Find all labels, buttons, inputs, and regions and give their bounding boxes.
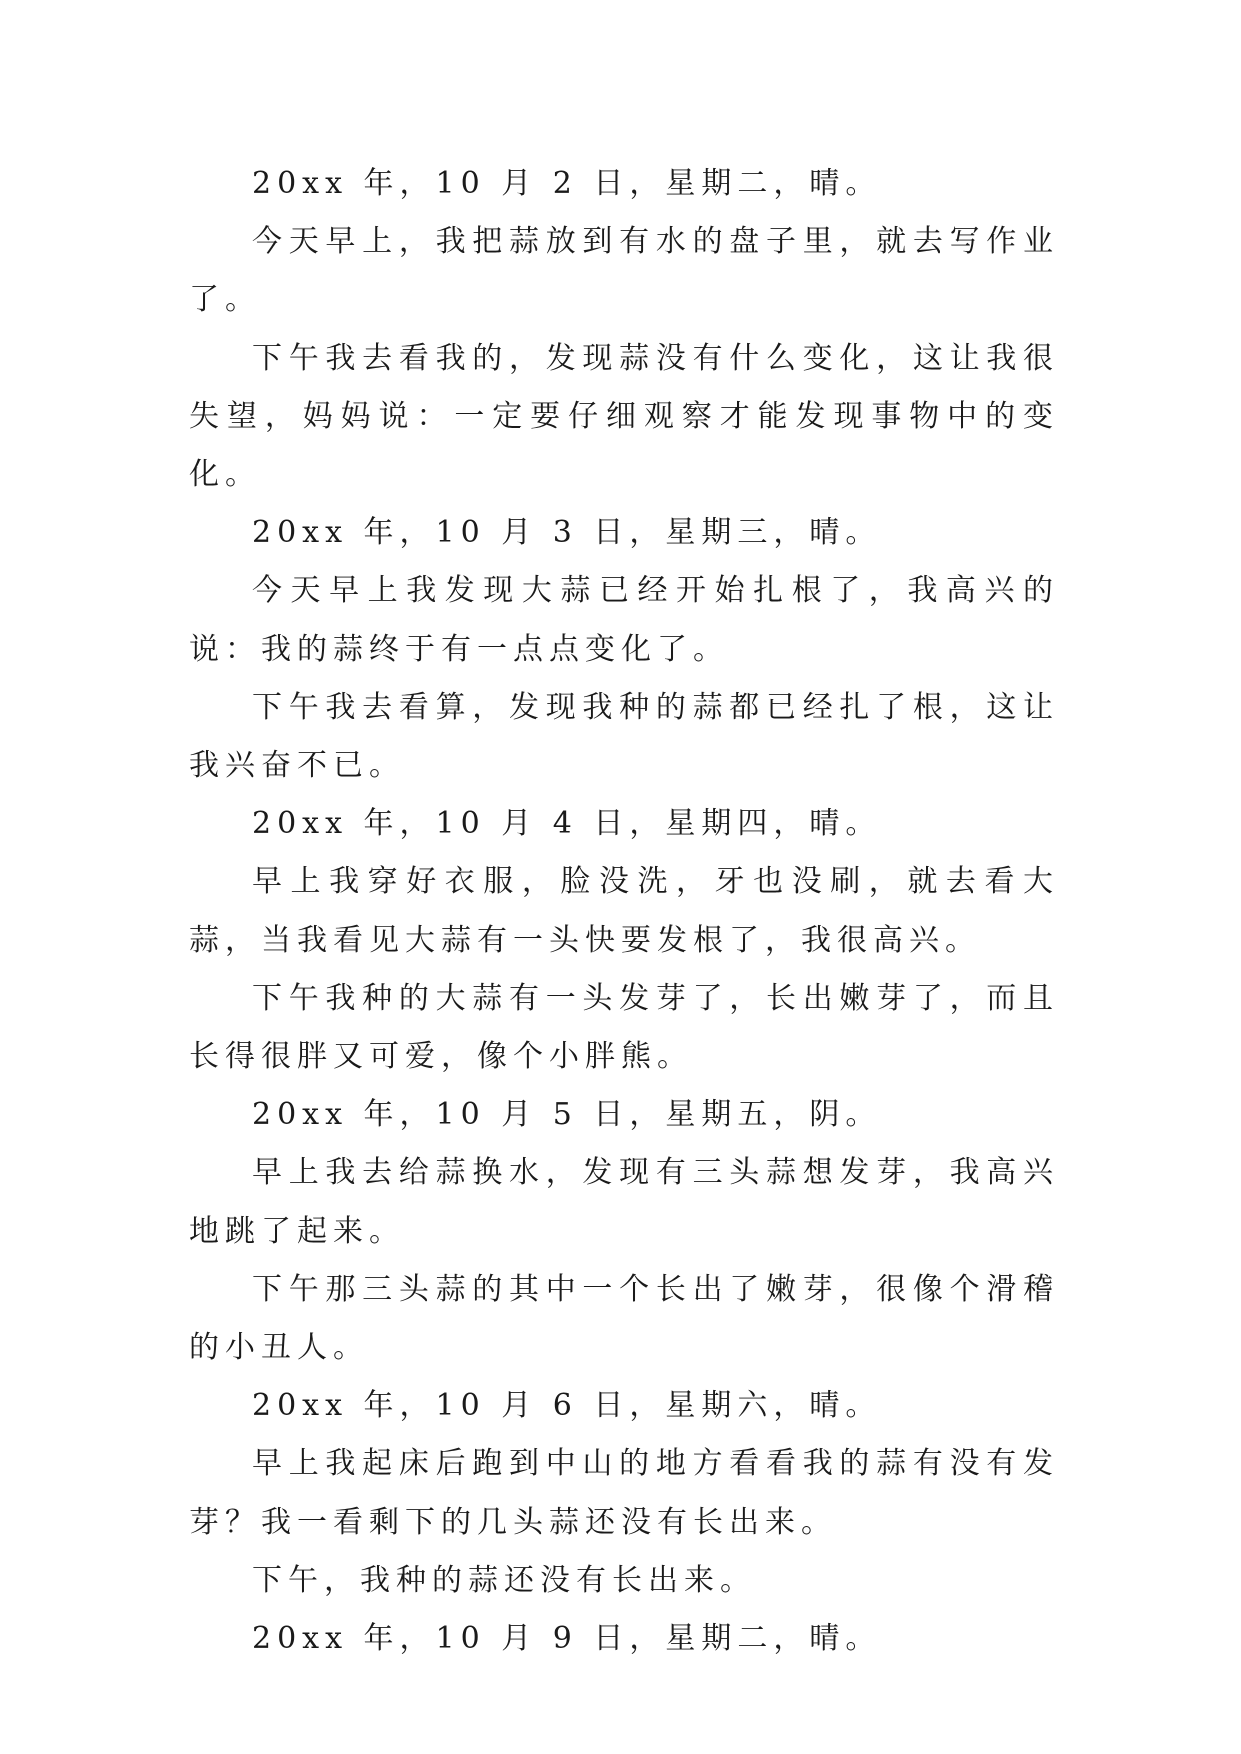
diary-paragraph: 早上我去给蒜换水，发现有三头蒜想发芽，我高兴地跳了起来。 (189, 1155, 1059, 1249)
diary-paragraph: 下午我去看我的，发现蒜没有什么变化，这让我很失望，妈妈说：一定要仔细观察才能发现事物中的变化。 (189, 340, 1059, 493)
diary-paragraph: 今天早上我发现大蒜已经开始扎根了，我高兴的说：我的蒜终于有一点点变化了。 (189, 573, 1059, 667)
diary-paragraph: 早上我起床后跑到中山的地方看看我的蒜有没有发芽？我一看剩下的几头蒜还没有长出来。 (189, 1446, 1059, 1540)
diary-date-line: 20xx 年，10 月 5 日，星期五，阴。 (252, 1097, 882, 1133)
diary-paragraph: 下午我种的大蒜有一头发芽了，长出嫩芽了，而且长得很胖又可爱，像个小胖熊。 (189, 980, 1059, 1075)
diary-paragraph: 下午那三头蒜的其中一个长出了嫩芽，很像个滑稽的小丑人。 (189, 1271, 1059, 1366)
diary-date-line: 20xx 年，10 月 6 日，星期六，晴。 (252, 1388, 882, 1424)
diary-date-line: 20xx 年，10 月 9 日，星期二，晴。 (252, 1621, 882, 1657)
diary-body (189, 155, 1059, 1668)
diary-date-line: 20xx 年，10 月 4 日，星期四，晴。 (252, 806, 882, 842)
diary-paragraph: 今天早上，我把蒜放到有水的盘子里，就去写作业了。 (189, 224, 1059, 318)
diary-paragraph: 下午我去看算，发现我种的蒜都已经扎了根，这让我兴奋不已。 (189, 689, 1059, 784)
diary-paragraph: 早上我穿好衣服，脸没洗，牙也没刷，就去看大蒜，当我看见大蒜有一头快要发根了，我很高兴。 (189, 864, 1059, 958)
diary-paragraph: 下午，我种的蒜还没有长出来。 (252, 1562, 756, 1598)
diary-date-line: 20xx 年，10 月 2 日，星期二，晴。 (252, 166, 882, 201)
diary-date-line: 20xx 年，10 月 3 日，星期三，晴。 (252, 515, 882, 551)
